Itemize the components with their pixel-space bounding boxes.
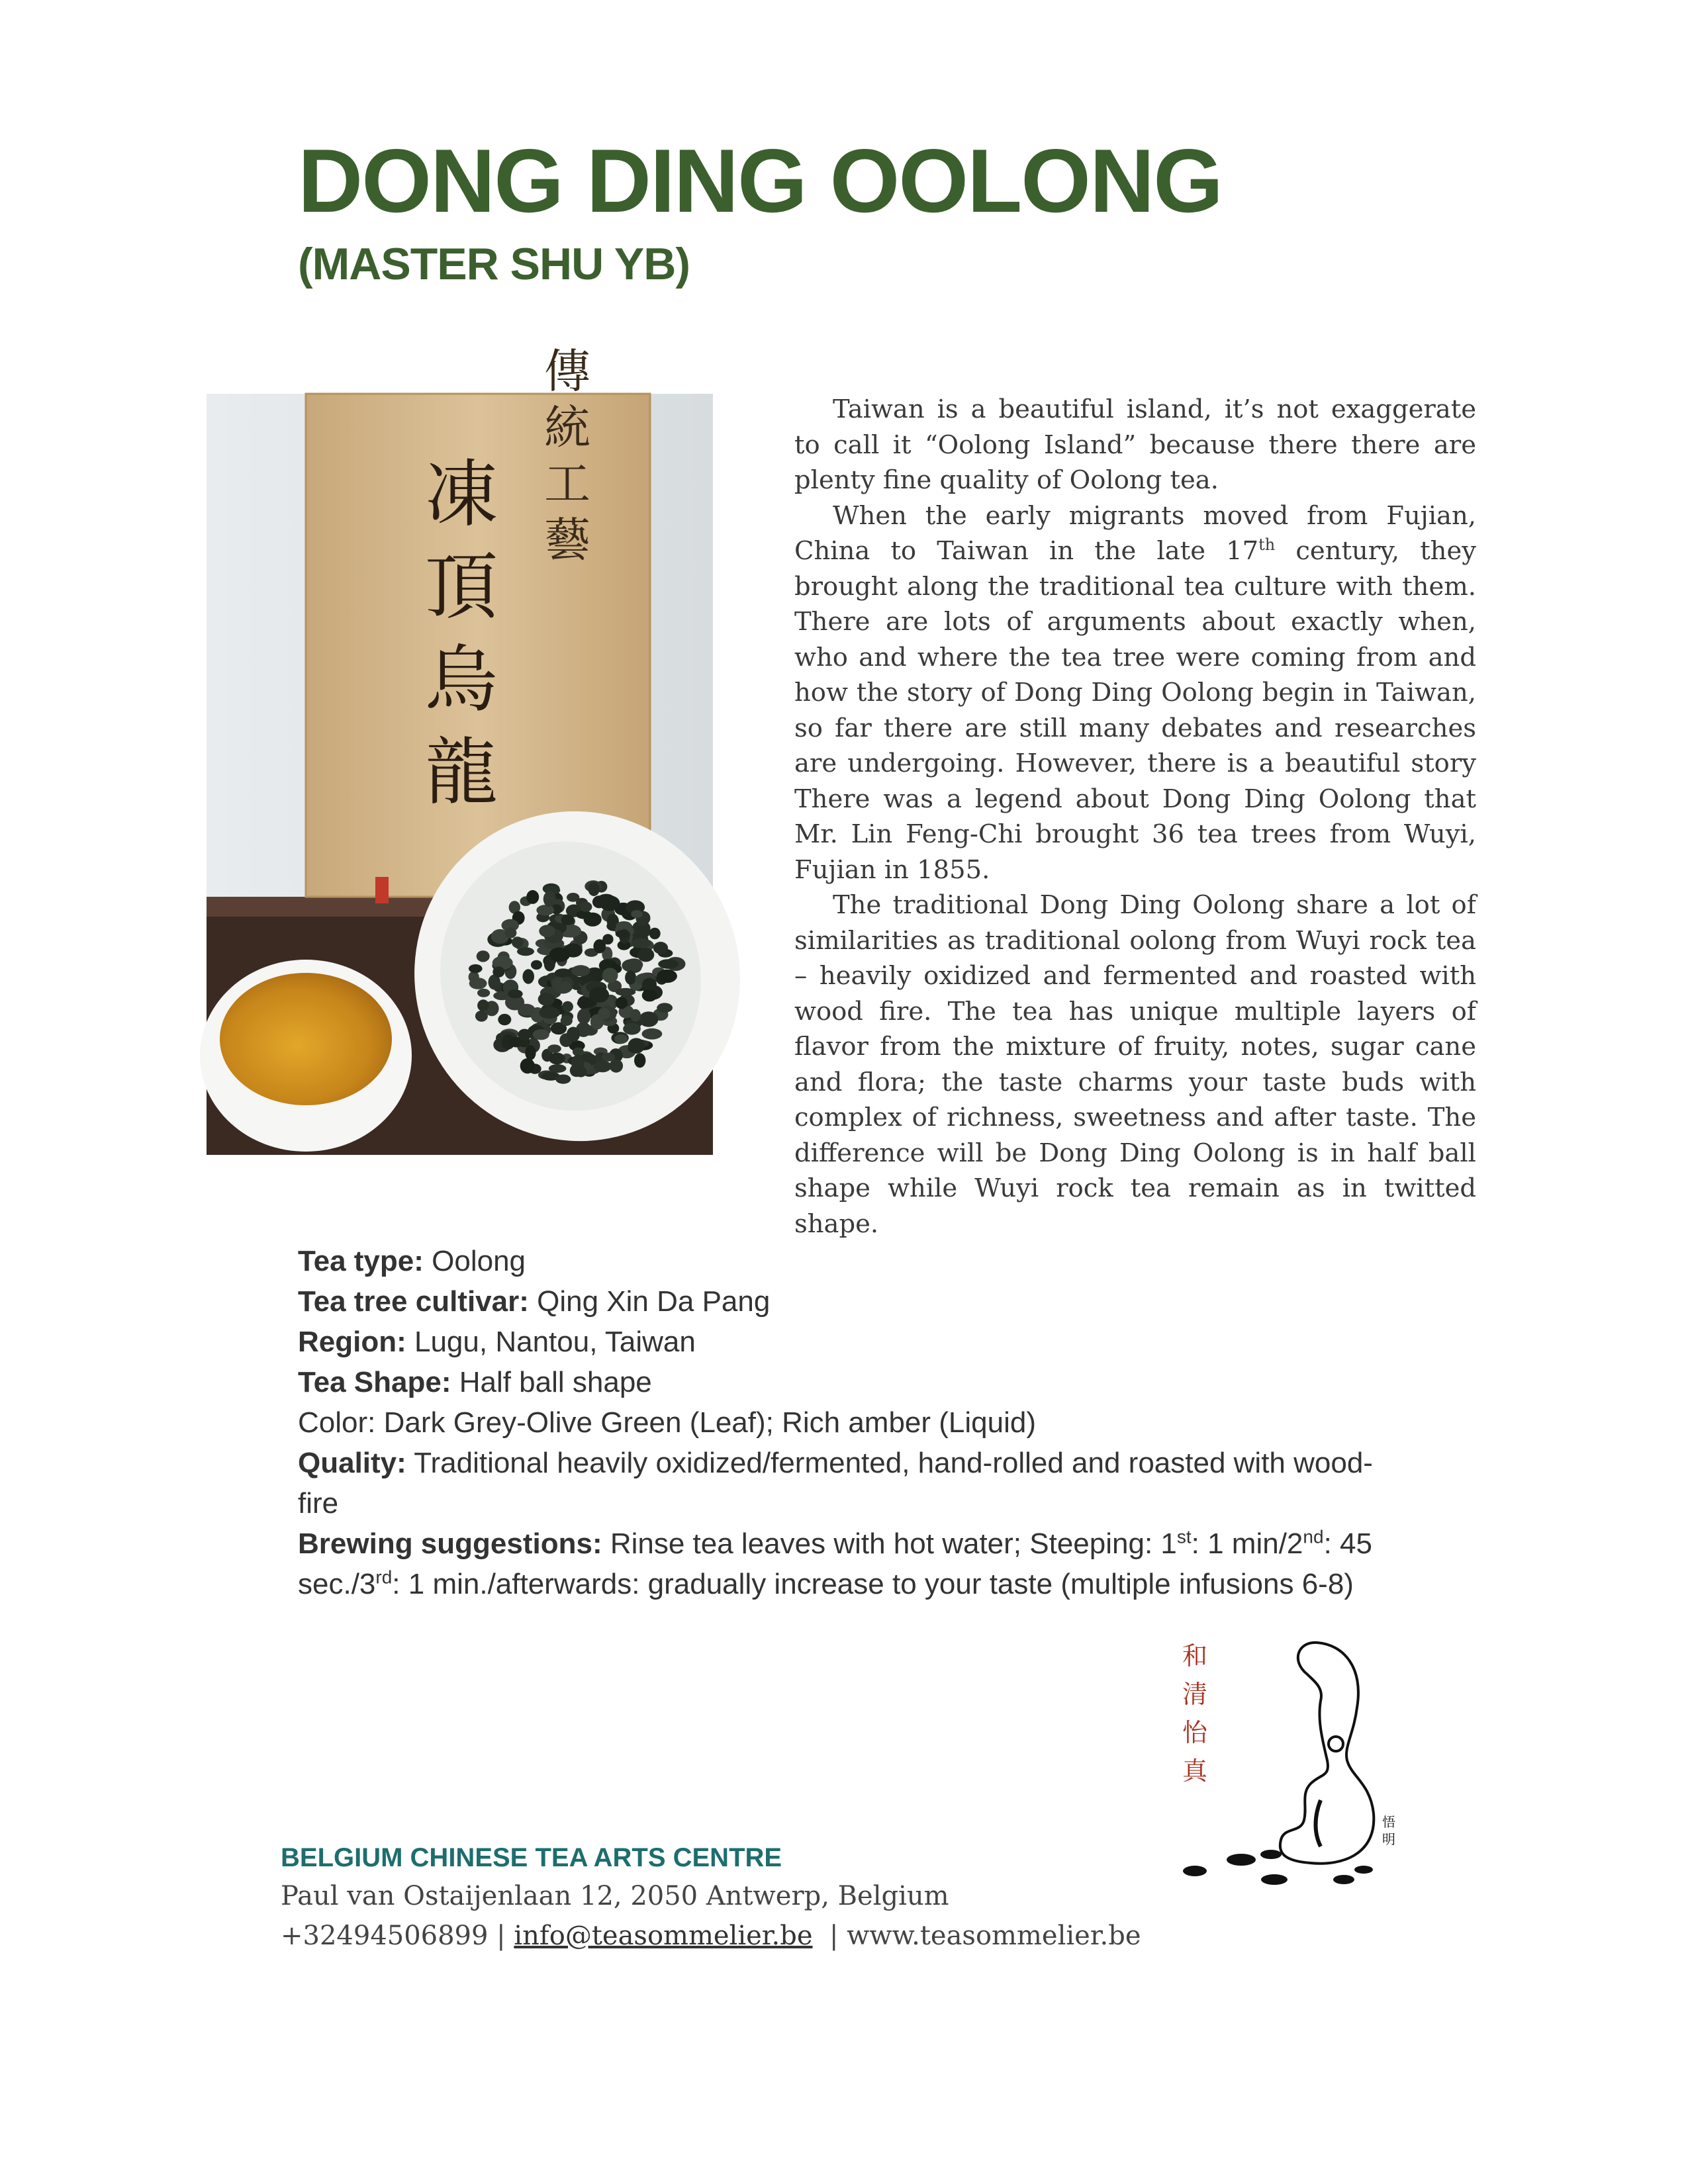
- organization-name: BELGIUM CHINESE TEA ARTS CENTRE: [281, 1843, 782, 1872]
- spec-quality: Quality: Traditional heavily oxidized/fermented, hand-rolled and roasted with wood-fire: [298, 1447, 1373, 1520]
- page-subtitle: (MASTER SHU YB): [298, 239, 690, 289]
- spec-cultivar: Tea tree cultivar: Qing Xin Da Pang: [298, 1285, 771, 1318]
- vertical-glyph: 凍: [425, 452, 498, 537]
- vertical-glyph: 和: [1182, 1641, 1208, 1670]
- vertical-glyph: 怡: [1182, 1718, 1208, 1747]
- spec-shape: Tea Shape: Half ball shape: [298, 1366, 652, 1398]
- vertical-glyph: 烏: [425, 637, 498, 722]
- website-text: | www.teasommelier.be: [812, 1921, 1141, 1951]
- vertical-glyph: 真: [1182, 1756, 1208, 1786]
- vertical-glyph: 工: [544, 457, 590, 511]
- article-paragraph: The traditional Dong Ding Oolong share a lot of similarities as traditional oolong from Wuyi rock tea – heavily oxidized and fermented and roasted with wood fire. The tea has unique multiple layers of flavor from the mixture of fruity, notes, sugar cane and flora; the taste charms your taste buds with complex of richness, sweetness and after taste. The difference will be Dong Ding Oolong is in half ball shape while Wuyi rock tea remain as in twitted shape.: [794, 890, 1476, 1239]
- organization-address: Paul van Ostaijenlaan 12, 2050 Antwerp, Belgium: [281, 1881, 949, 1911]
- tea-specifications: [298, 1241, 1397, 1604]
- article-paragraph: Taiwan is a beautiful island, it’s not exaggerate to call it “Oolong Island” because there there are plenty fine quality of Oolong tea.: [794, 394, 1476, 495]
- spec-color: Color: Dark Grey-Olive Green (Leaf); Rich amber (Liquid): [298, 1406, 1037, 1439]
- vertical-glyph: 藝: [544, 513, 590, 567]
- article-body: [794, 392, 1476, 1242]
- vertical-glyph: 悟: [1382, 1814, 1395, 1830]
- vertical-glyph: 龍: [425, 730, 498, 815]
- vertical-glyph: 明: [1382, 1831, 1395, 1847]
- motto-text: [1182, 1641, 1209, 1786]
- vertical-glyph: 傳: [544, 344, 590, 398]
- article-paragraph: When the early migrants moved from Fujian, China to Taiwan in the late 17th century, they brought along the traditional tea culture with them. There are lots of arguments about exactly when, who and where the tea tree were coming from and how the story of Dong Ding Oolong begin in Taiwan, so far there are still many debates and researches are undergoing. However, there is a beautiful story There was a legend about Dong Ding Oolong that Mr. Lin Feng-Chi brought 36 tea trees from Wuyi, Fujian in 1855.: [794, 500, 1476, 885]
- spec-region: Region: Lugu, Nantou, Taiwan: [298, 1326, 696, 1358]
- tea-product-photo: [207, 344, 713, 1155]
- tea-master-logo: [1178, 1635, 1417, 1913]
- page-title: DONG DING OOLONG: [298, 130, 1222, 231]
- phone-number: +32494506899 |: [281, 1921, 514, 1951]
- spec-brewing: Brewing suggestions: Rinse tea leaves with hot water; Steeping: 1st: 1 min/2nd: 45 sec./3rd: 1 min./afterwards: gradually increase to your taste (multiple infusions 6-8): [298, 1526, 1372, 1600]
- signature-text: [1382, 1814, 1395, 1847]
- spec-tea-type: Tea type: Oolong: [298, 1245, 526, 1277]
- vertical-glyph: 頂: [425, 545, 498, 629]
- email-link[interactable]: info@teasommelier.be: [514, 1921, 813, 1951]
- vertical-glyph: 統: [544, 400, 590, 455]
- contact-line: [281, 1921, 1141, 1951]
- vertical-glyph: 清: [1182, 1680, 1208, 1709]
